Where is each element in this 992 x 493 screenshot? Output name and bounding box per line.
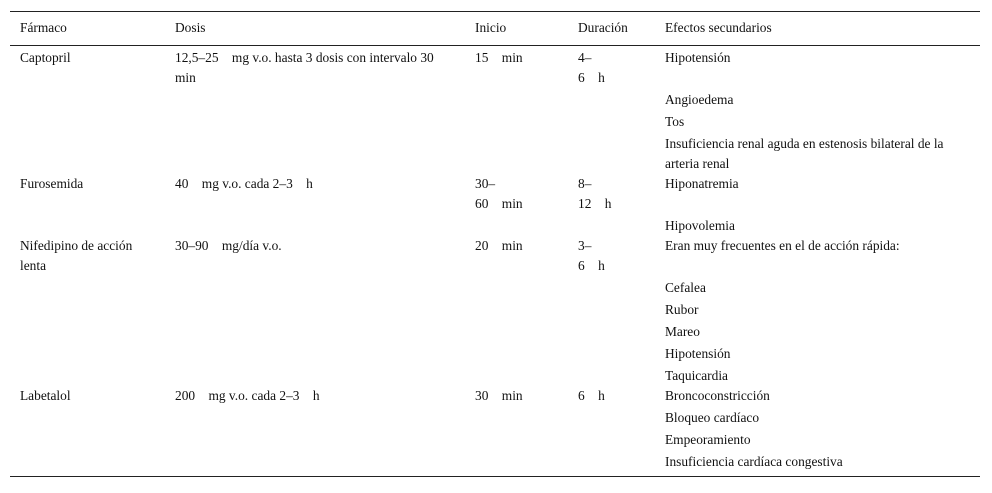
onset-cell: 30– 60 min [475,176,523,211]
header-onset: Inicio [465,12,568,46]
duration-cell: 6 h [578,388,605,403]
table-row [10,236,980,386]
duration-cell: 3– 6 h [578,238,605,273]
effect-item: Hiponatremia [665,176,739,191]
effect-item: Insuficiencia renal aguda en estenosis bilateral de la arteria renal [665,136,947,171]
effect-item: Empeoramiento [665,432,751,447]
effect-item: Cefalea [665,280,706,295]
effect-item: Broncoconstricción [665,388,770,403]
onset-cell: 20 min [475,238,523,253]
duration-cell: 4– 6 h [578,50,605,85]
drug-cell: Labetalol [20,388,71,403]
effect-item: Tos [665,114,685,129]
effect-item: Angioedema [665,92,734,107]
effects-cell [655,46,980,175]
table-row [10,46,980,175]
drug-cell: Nifedipino de acción lenta [20,238,133,273]
duration-cell: 8– 12 h [578,176,612,211]
effect-item: Hipotensión [665,346,731,361]
effect-item: Mareo [665,324,700,339]
effect-item: Hipotensión [665,50,731,65]
drug-cell: Furosemida [20,176,84,191]
effect-item: Bloqueo cardíaco [665,410,760,425]
header-drug: Fármaco [10,12,165,46]
onset-cell: 15 min [475,50,523,65]
onset-cell: 30 min [475,388,523,403]
header-dose: Dosis [165,12,465,46]
effects-cell [655,236,980,386]
effect-item: Rubor [665,302,699,317]
dose-cell: 30–90 mg/día v.o. [175,238,282,253]
effect-item: Eran muy frecuentes en el de acción rápida: [665,238,900,253]
effects-cell [655,174,980,236]
effect-item: Insuficiencia cardíaca congestiva [665,454,843,469]
header-effects: Efectos secundarios [655,12,980,46]
drug-cell: Captopril [20,50,71,65]
effect-item: Hipovolemia [665,218,735,233]
table-row [10,386,980,477]
effect-item: Taquicardia [665,368,729,383]
table-body [10,46,980,477]
drug-table [10,11,980,477]
dose-cell: 200 mg v.o. cada 2–3 h [175,388,320,403]
header-duration: Duración [568,12,655,46]
table-row [10,174,980,236]
dose-cell: 40 mg v.o. cada 2–3 h [175,176,313,191]
table-header [10,12,980,46]
effects-cell [655,386,980,477]
header-row [10,12,980,46]
dose-cell: 12,5–25 mg v.o. hasta 3 dosis con intervalo 30 min [175,50,448,85]
drug-table-container [10,11,980,477]
